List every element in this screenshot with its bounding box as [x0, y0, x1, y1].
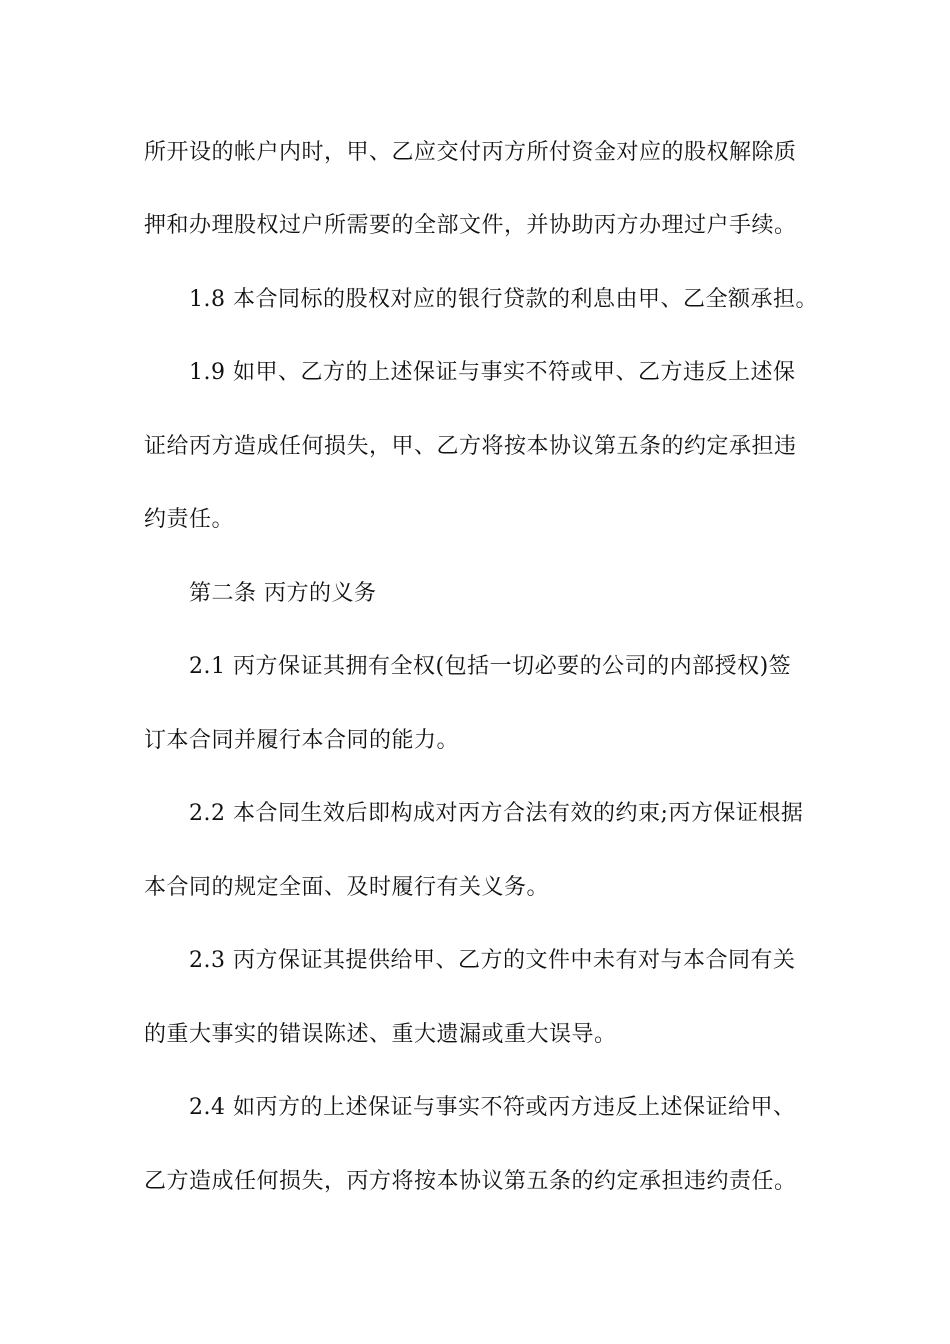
text-line: 约责任。: [144, 507, 235, 532]
text-line: 本合同的规定全面、及时履行有关义务。: [144, 875, 550, 900]
clause-1-8: 1.8 本合同标的股权对应的银行贷款的利息由甲、乙全额承担。: [189, 287, 818, 312]
text-line: 证给丙方造成任何损失，甲、乙方将按本协议第五条的约定承担违: [144, 434, 797, 459]
clause-2-2: 2.2 本合同生效后即构成对丙方合法有效的约束;丙方保证根据: [189, 801, 804, 826]
clause-1-9: 1.9 如甲、乙方的上述保证与事实不符或甲、乙方违反上述保: [189, 360, 796, 385]
text-line: 乙方造成任何损失，丙方将按本协议第五条的约定承担违约责任。: [144, 1169, 797, 1194]
text-line: 押和办理股权过户所需要的全部文件，并协助丙方办理过户手续。: [144, 213, 797, 238]
clause-2-3: 2.3 丙方保证其提供给甲、乙方的文件中未有对与本合同有关: [189, 948, 796, 973]
text-line: 的重大事实的错误陈述、重大遗漏或重大误导。: [144, 1022, 617, 1047]
text-line: 订本合同并履行本合同的能力。: [144, 728, 460, 753]
text-line: 所开设的帐户内时，甲、乙应交付丙方所付资金对应的股权解除质: [144, 140, 797, 165]
clause-2-4: 2.4 如丙方的上述保证与事实不符或丙方违反上述保证给甲、: [189, 1095, 796, 1120]
clause-2-1: 2.1 丙方保证其拥有全权(包括一切必要的公司的内部授权)签: [189, 654, 792, 679]
section-heading: 第二条 丙方的义务: [189, 581, 377, 606]
